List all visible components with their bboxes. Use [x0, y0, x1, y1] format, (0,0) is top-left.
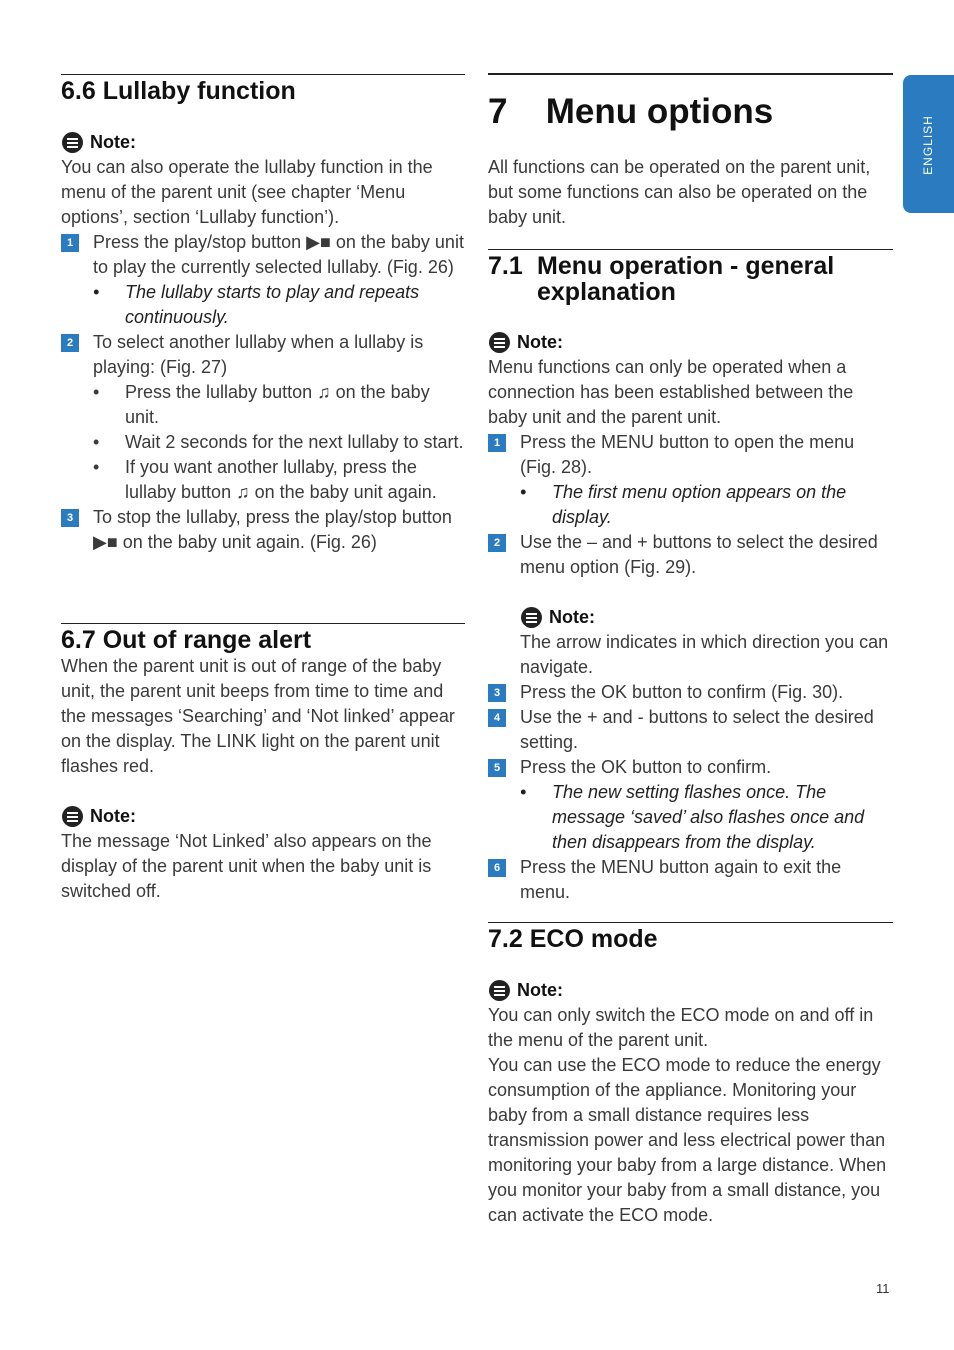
chapter-heading-7: 7 Menu options	[488, 92, 774, 131]
section-heading-7-1: 7.1 Menu operation - general explanation	[488, 252, 835, 306]
page-number: 11	[876, 1281, 890, 1296]
step-number: 3	[488, 684, 506, 702]
body-text: All functions can be operated on the parent unit, but some functions can also be operated on the baby unit.	[488, 157, 871, 227]
body-text: You can use the ECO mode to reduce the energy consumption of the appliance. Monitoring your baby from a small distance requires less transmission power and less electrical power than monitoring your baby from a large distance. When you monitor your baby from a small distance, you can activate the ECO mode.	[488, 1055, 887, 1225]
step-item: 1 Press the play/stop button ▶■ on the baby unit to play the currently selected lullaby. (Fig. 26)	[61, 230, 465, 280]
note-text: Menu functions can only be operated when a connection has been established between the baby unit and the parent unit.	[488, 357, 854, 427]
section-6-7-body	[61, 654, 465, 904]
note-icon	[489, 980, 510, 1001]
note-icon	[62, 132, 83, 153]
step-item: 2 To select another lullaby when a lullaby is playing: (Fig. 27)	[61, 330, 465, 380]
note-heading: Note:	[488, 330, 893, 355]
bullet-item: • If you want another lullaby, press the lullaby button ♫ on the baby unit again.	[61, 455, 465, 505]
step-item: 5 Press the OK button to confirm.	[488, 755, 893, 780]
note-text: The arrow indicates in which direction you can navigate.	[520, 632, 889, 677]
step-number: 2	[61, 334, 79, 352]
note-text: The message ‘Not Linked’ also appears on the display of the parent unit when the baby unit is switched off.	[61, 831, 432, 901]
inner-note	[488, 605, 893, 680]
step-result: • The lullaby starts to play and repeats continuously.	[61, 280, 465, 330]
note-heading: Note:	[61, 130, 465, 155]
step-item: 6 Press the MENU button again to exit the menu.	[488, 855, 893, 905]
step-number: 4	[488, 709, 506, 727]
bullet-item: • Press the lullaby button ♫ on the baby unit.	[61, 380, 465, 430]
step-number: 6	[488, 859, 506, 877]
step-result: • The new setting flashes once. The message ‘saved’ also flashes once and then disappears from the display.	[488, 780, 893, 855]
step-number: 5	[488, 759, 506, 777]
section-7-2-body	[488, 978, 893, 1228]
step-number: 3	[61, 509, 79, 527]
step-number: 1	[61, 234, 79, 252]
note-text: You can also operate the lullaby function in the menu of the parent unit (see chapter ‘Menu options’, section ‘Lullaby function’).	[61, 157, 433, 227]
section-rule	[488, 922, 893, 923]
section-heading-6-6: 6.6 Lullaby function	[61, 77, 296, 105]
step-item: 3 To stop the lullaby, press the play/stop button ▶■ on the baby unit again. (Fig. 26)	[61, 505, 465, 555]
step-item: 1 Press the MENU button to open the menu (Fig. 28).	[488, 430, 893, 480]
step-item: 4 Use the + and - buttons to select the desired setting.	[488, 705, 893, 755]
section-rule	[61, 74, 465, 75]
step-item: 3 Press the OK button to confirm (Fig. 30).	[488, 680, 893, 705]
section-heading-7-2: 7.2 ECO mode	[488, 925, 658, 953]
note-icon	[62, 806, 83, 827]
chapter-rule	[488, 73, 893, 75]
section-rule	[61, 623, 465, 624]
step-result: • The first menu option appears on the display.	[488, 480, 893, 530]
note-icon	[521, 607, 542, 628]
note-heading: Note:	[61, 804, 465, 829]
section-6-6-body	[61, 130, 465, 555]
note-heading: Note:	[488, 978, 893, 1003]
section-rule	[488, 249, 893, 250]
step-item: 2 Use the – and + buttons to select the desired menu option (Fig. 29).	[488, 530, 893, 580]
bullet-item: • Wait 2 seconds for the next lullaby to start.	[61, 430, 465, 455]
step-number: 2	[488, 534, 506, 552]
chapter-7-intro	[488, 155, 893, 230]
section-7-1-body	[488, 330, 893, 905]
step-number: 1	[488, 434, 506, 452]
note-icon	[489, 332, 510, 353]
body-text: When the parent unit is out of range of the baby unit, the parent unit beeps from time to time and the messages ‘Searching’ and ‘Not linked’ appear on the display. The LINK light on the parent unit flashes red.	[61, 656, 455, 776]
section-heading-6-7: 6.7 Out of range alert	[61, 626, 312, 654]
language-tab: ENGLISH	[903, 75, 954, 213]
note-text: You can only switch the ECO mode on and off in the menu of the parent unit.	[488, 1005, 874, 1050]
note-heading: Note:	[520, 605, 893, 630]
